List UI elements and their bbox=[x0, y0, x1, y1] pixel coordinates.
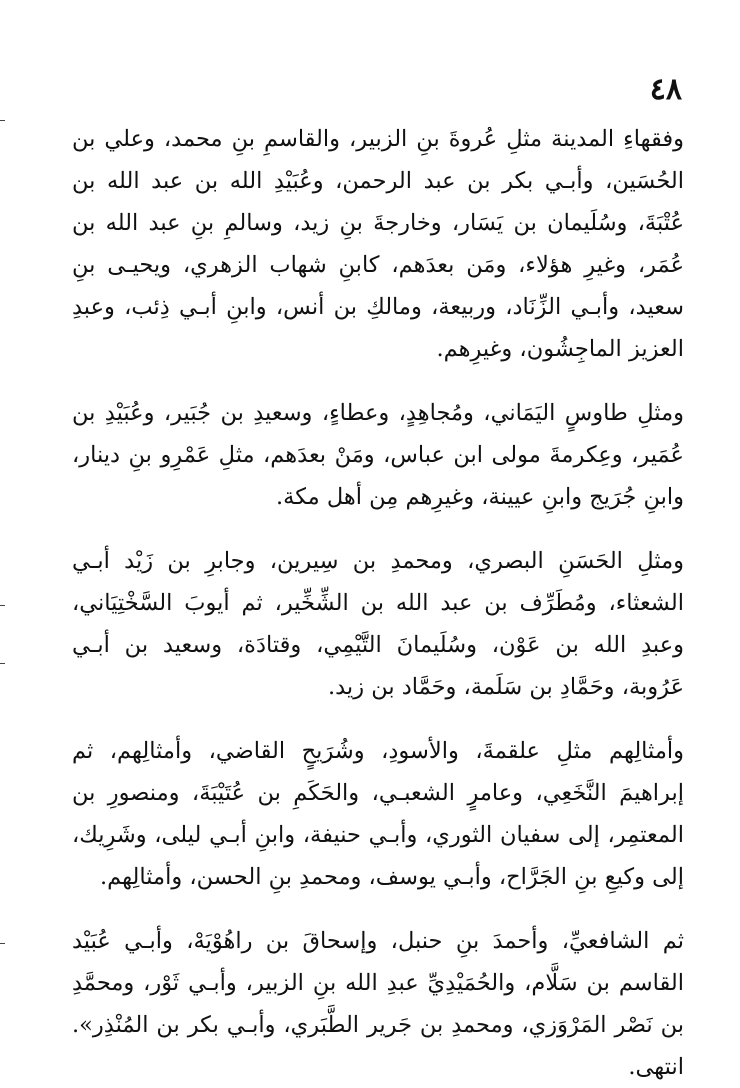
margin-tick-mark bbox=[0, 120, 5, 121]
paragraph-later-imams: ثم الشافعيِّ، وأحمدَ بنِ حنبل، وإسحاقَ بن راهُوْيَهْ، وأبـي عُبَيْد القاسم بن سَلَّام، والحُمَيْدِيِّ عبدِ الله بنِ الزبير، وأبـي ثَوْر، ومحمَّدِ بن نَصْر المَرْوَزي، ومحمدِ بن جَرير الطَّبَري، وأبـي بكر بن المُنْذِر». انتهى. bbox=[72, 928, 684, 1080]
paragraph-mecca-scholars: ومثلِ طاوسٍ اليَمَاني، ومُجاهِدٍ، وعطاءٍ، وسعيدِ بن جُبَير، وعُبَيْدِ بن عُمَير، وعِكرمةَ مولى ابن عباس، ومَنْ بعدَهم، مثلِ عَمْرِو بنِ دينار، وابنِ جُرَيج وابنِ عيينة، وغيرِهم مِن أهل مكة. bbox=[72, 400, 684, 510]
margin-tick-mark bbox=[0, 605, 5, 606]
margin-tick-mark bbox=[0, 943, 5, 944]
paragraph-kufa-scholars: وأمثالِهم مثلِ علقمةَ، والأسودِ، وشُرَيحٍ القاضي، وأمثالِهم، ثم إبراهيمَ النَّخَعِي، وعامرٍ الشعبـي، والحَكَمِ بن عُتَيْبَةَ، ومنصورِ بن المعتمِر، إلى سفيان الثوري، وأبـي حنيفة، وابنِ أبـي ليلى، وشَرِيك، إلى وكيعِ بنِ الجَرَّاح، وأبـي يوسف، ومحمدِ بنِ الحسن، وأمثالِهم. bbox=[72, 738, 684, 890]
paragraph-basra-scholars: ومثلِ الحَسَنِ البصري، ومحمدِ بن سِيرين، وجابرِ بن زَيْد أبـي الشعثاء، ومُطَرِّف بن عبد الله بن الشِّخِّير، ثم أيوبَ السَّخْتِيَاني، وعبدِ الله بن عَوْن، وسُلَيمانَ التَّيْمِي، وقتادَة، وسعيد بن أبـي عَرُوبة، وحَمَّادِ بن سَلَمة، وحَمَّاد بن زيد. bbox=[72, 548, 684, 700]
page-number: ٤٨ bbox=[649, 72, 682, 107]
margin-tick-mark bbox=[0, 663, 5, 664]
paragraph-medina-jurists: وفقهاءِ المدينة مثلِ عُروةَ بنِ الزبير، والقاسمِ بنِ محمد، وعلي بن الحُسَين، وأبـي بكر بن عبد الرحمن، وعُبَيْدِ الله بن عبد الله بن عُتْبَةَ، وسُلَيمان بن يَسَار، وخارجةَ بنِ زيد، وسالمِ بنِ عبد الله بن عُمَر، وغيرِ هؤلاء، ومَن بعدَهم، كابنِ شهاب الزهري، ويحيـى بنِ سعيد، وأبـي الزِّنَاد، وربيعة، ومالكِ بن أنس، وابنِ أبـي ذِئب، وعبدِ العزيز الماجِشُون، وغيرِهم. bbox=[72, 126, 684, 362]
body-text bbox=[72, 118, 684, 1088]
